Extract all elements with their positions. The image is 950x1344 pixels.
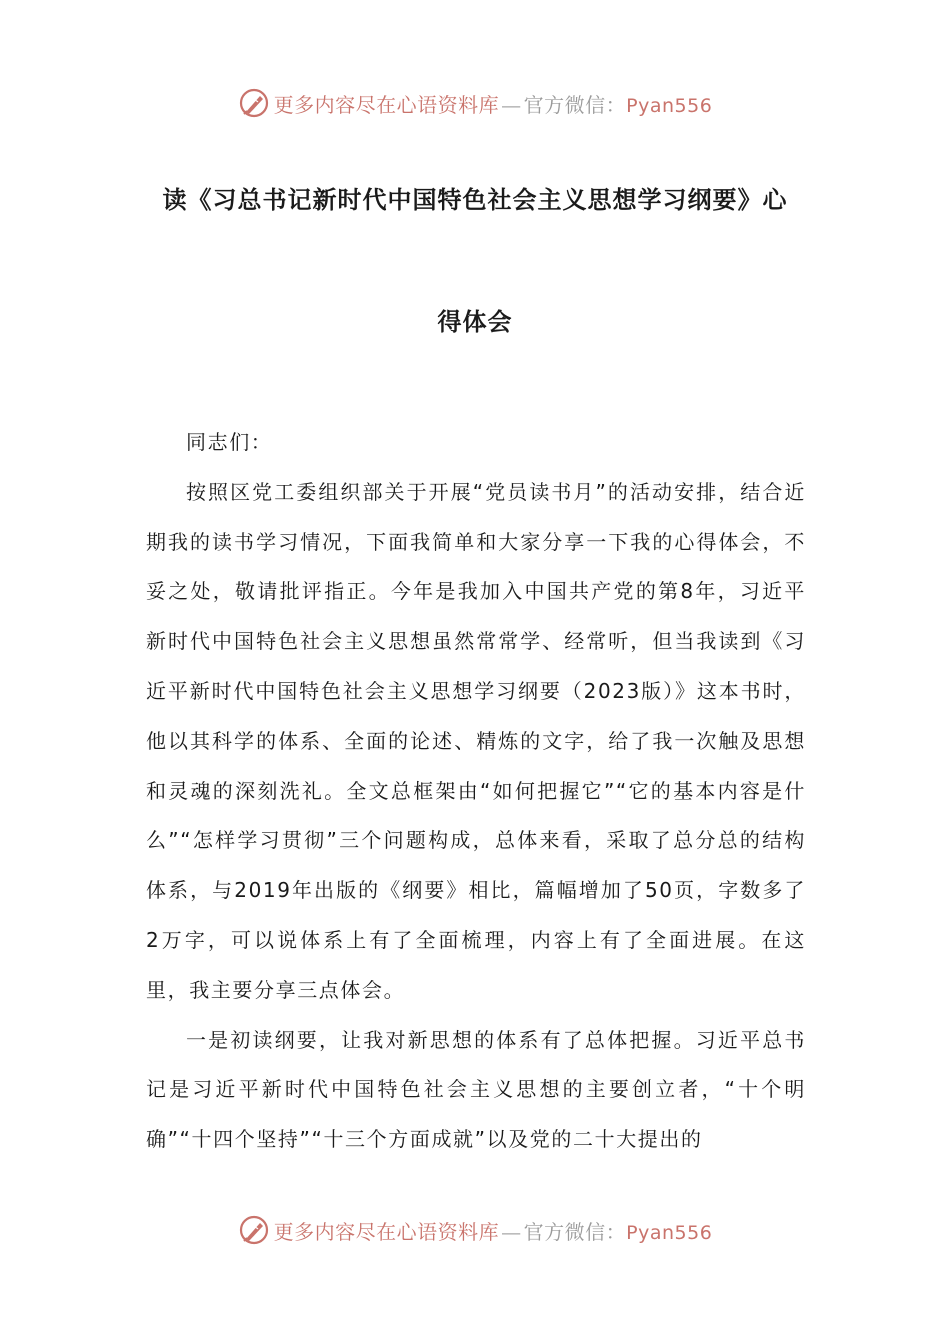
- watermark-dash: —: [501, 1219, 522, 1244]
- quill-logo-icon: [238, 87, 270, 119]
- watermark-text: [274, 89, 713, 118]
- body-paragraph-1: 按照区党工委组织部关于开展“党员读书月”的活动安排，结合近期我的读书学习情况，下面我简单和大家分享一下我的心得体会，不妥之处，敬请批评指正。今年是我加入中国共产党的第8年，习近平新时代中国特色社会主义思想虽然常常学、经常听，但当我读到《习近平新时代中国特色社会主义思想学习纲要（2023版）》这本书时，他以其科学的体系、全面的论述、精炼的文字，给了我一次触及思想和灵魂的深刻洗礼。全文总框架由“如何把握它”“它的基本内容是什么”“怎样学习贯彻”三个问题构成，总体来看，采取了总分总的结构体系，与2019年出版的《纲要》相比，篇幅增加了50页，字数多了2万字，可以说体系上有了全面梳理，内容上有了全面进展。在这里，我主要分享三点体会。: [146, 479, 806, 1002]
- document-title-line-1: 读《习总书记新时代中国特色社会主义思想学习纲要》心: [162, 186, 788, 214]
- watermark-dash: —: [501, 92, 522, 117]
- watermark-official-label: 官方微信：: [523, 92, 627, 117]
- watermark-wechat-id: Pyan556: [626, 94, 713, 117]
- body-paragraph-2: 一是初读纲要，让我对新思想的体系有了总体把握。习近平总书记是习近平新时代中国特色社会主义思想的主要创立者，“十个明确”“十四个坚持”“十三个方面成就”以及党的二十大提出的: [146, 1027, 806, 1152]
- watermark-text: [274, 1216, 713, 1245]
- watermark-official-label: 官方微信：: [523, 1219, 627, 1244]
- header-watermark-banner: [0, 83, 950, 123]
- quill-logo-icon: [238, 1214, 270, 1246]
- document-body: [146, 418, 806, 1165]
- watermark-main-text: 更多内容尽在心语资料库: [273, 92, 500, 117]
- footer-watermark-banner: [0, 1210, 950, 1250]
- watermark-main-text: 更多内容尽在心语资料库: [273, 1219, 500, 1244]
- salutation: 同志们：: [186, 430, 273, 454]
- document-title-line-2: 得体会: [437, 308, 513, 336]
- watermark-wechat-id: Pyan556: [626, 1221, 713, 1244]
